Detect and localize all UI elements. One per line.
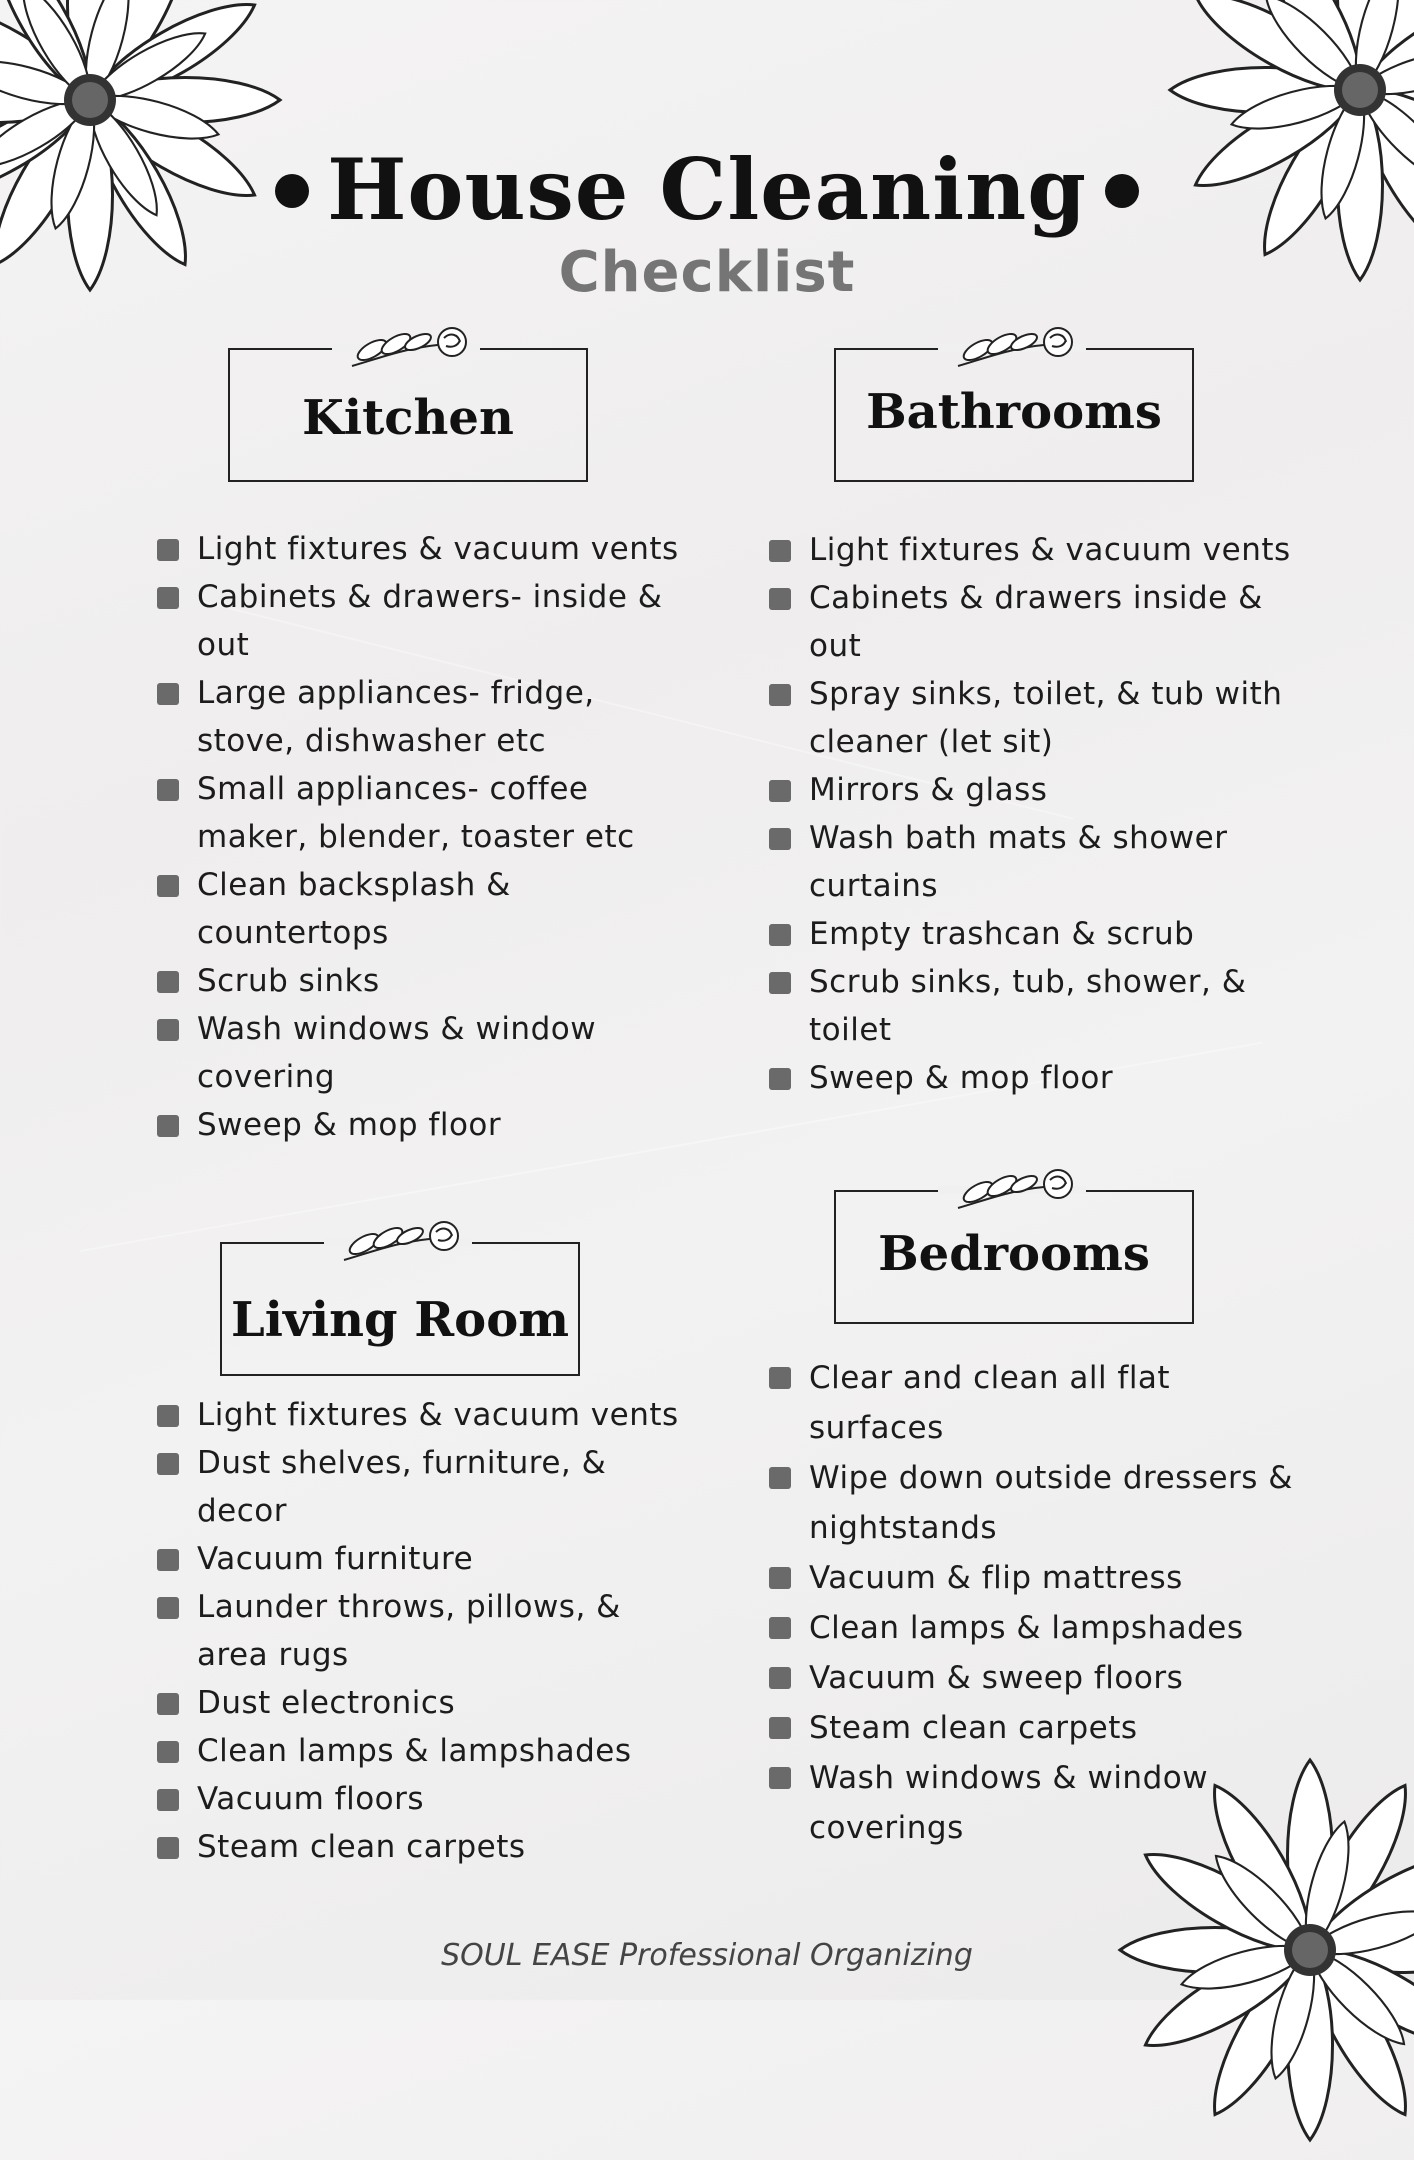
checklist-item — [155, 1775, 695, 1823]
checklist-item-text: Small appliances- coffee maker, blender, toaster etc — [197, 771, 635, 855]
checklist-item — [767, 670, 1307, 766]
checklist-item-text: Light fixtures & vacuum vents — [809, 532, 1291, 568]
checkbox-icon[interactable] — [769, 972, 791, 994]
checklist-item-text: Clean backsplash & countertops — [197, 867, 511, 951]
checklist-item-text: Large appliances- fridge, stove, dishwasher etc — [197, 675, 595, 759]
bathrooms-heading-frame — [834, 348, 1194, 482]
checkbox-icon[interactable] — [769, 588, 791, 610]
checklist-item-text: Spray sinks, toilet, & tub with cleaner (let sit) — [809, 676, 1283, 760]
checklist-item — [155, 1439, 695, 1535]
checklist-item-text: Scrub sinks, tub, shower, & toilet — [809, 964, 1247, 1048]
title-text: House Cleaning — [327, 140, 1087, 239]
checkbox-icon[interactable] — [769, 924, 791, 946]
checklist-item — [155, 669, 695, 765]
checkbox-icon[interactable] — [157, 683, 179, 705]
checklist-item — [767, 1653, 1307, 1703]
checkbox-icon[interactable] — [769, 540, 791, 562]
checklist-item — [767, 1753, 1307, 1853]
bathrooms-checklist — [767, 526, 1307, 1102]
checklist-item — [155, 1727, 695, 1775]
checklist-item-text: Wash windows & window coverings — [809, 1760, 1209, 1846]
checkbox-icon[interactable] — [769, 780, 791, 802]
bedrooms-heading-frame — [834, 1190, 1194, 1324]
checklist-item — [155, 1005, 695, 1101]
checkbox-icon[interactable] — [769, 1367, 791, 1389]
checkbox-icon[interactable] — [769, 1567, 791, 1589]
checkbox-icon[interactable] — [157, 1741, 179, 1763]
checklist-item — [767, 1603, 1307, 1653]
checklist-item-text: Sweep & mop floor — [197, 1107, 502, 1143]
checklist-item — [767, 1703, 1307, 1753]
checklist-item-text: Vacuum furniture — [197, 1541, 474, 1577]
section-heading: Living Room — [231, 1292, 569, 1348]
section-heading: Kitchen — [302, 390, 514, 446]
section-heading: Bedrooms — [878, 1226, 1150, 1282]
checklist-item — [767, 814, 1307, 910]
section-heading: Bathrooms — [866, 384, 1162, 440]
checklist-item-text: Vacuum & sweep floors — [809, 1660, 1184, 1696]
checkbox-icon[interactable] — [769, 1667, 791, 1689]
bedrooms-checklist — [767, 1353, 1307, 1853]
checklist-item — [155, 1535, 695, 1583]
page-title — [0, 140, 1414, 239]
checklist-item — [767, 1553, 1307, 1603]
kitchen-checklist — [155, 525, 695, 1149]
checklist-item-text: Light fixtures & vacuum vents — [197, 531, 679, 567]
checkbox-icon[interactable] — [769, 684, 791, 706]
living-room-checklist — [155, 1391, 695, 1871]
checklist-item-text: Clear and clean all flat surfaces — [809, 1360, 1171, 1446]
kitchen-heading-frame — [228, 348, 588, 482]
checklist-item — [155, 1101, 695, 1149]
checklist-item-text: Wipe down outside dressers & nightstands — [809, 1460, 1293, 1546]
checklist-item-text: Vacuum floors — [197, 1781, 425, 1817]
checklist-item-text: Steam clean carpets — [809, 1710, 1138, 1746]
checklist-item-text: Empty trashcan & scrub — [809, 916, 1195, 952]
checklist-item-text: Steam clean carpets — [197, 1829, 526, 1865]
bullet-dot-icon — [275, 174, 309, 208]
living-room-heading-frame — [220, 1242, 580, 1376]
rose-sprig-icon — [952, 322, 1076, 370]
checklist-item — [155, 957, 695, 1005]
checkbox-icon[interactable] — [157, 587, 179, 609]
checklist-item — [155, 1823, 695, 1871]
checklist-item-text: Launder throws, pillows, & area rugs — [197, 1589, 621, 1673]
checkbox-icon[interactable] — [157, 1837, 179, 1859]
bullet-dot-icon — [1105, 174, 1139, 208]
checkbox-icon[interactable] — [157, 875, 179, 897]
checkbox-icon[interactable] — [157, 1453, 179, 1475]
checklist-item-text: Cabinets & drawers inside & out — [809, 580, 1263, 664]
checklist-item — [767, 1054, 1307, 1102]
checklist-item — [155, 765, 695, 861]
checklist-item-text: Clean lamps & lampshades — [809, 1610, 1244, 1646]
checklist-item-text: Wash bath mats & shower curtains — [809, 820, 1228, 904]
checklist-item-text: Dust shelves, furniture, & decor — [197, 1445, 607, 1529]
checklist-item — [155, 525, 695, 573]
checklist-item-text: Wash windows & window covering — [197, 1011, 597, 1095]
checkbox-icon[interactable] — [157, 1405, 179, 1427]
checklist-item — [767, 958, 1307, 1054]
checklist-item-text: Sweep & mop floor — [809, 1060, 1114, 1096]
checklist-item — [155, 1391, 695, 1439]
checkbox-icon[interactable] — [157, 1597, 179, 1619]
checkbox-icon[interactable] — [157, 1549, 179, 1571]
rose-sprig-icon — [338, 1216, 462, 1264]
checkbox-icon[interactable] — [157, 539, 179, 561]
checklist-item — [767, 526, 1307, 574]
page-subtitle: Checklist — [558, 240, 856, 305]
checkbox-icon[interactable] — [769, 1068, 791, 1090]
checklist-item — [155, 573, 695, 669]
checklist-item — [155, 1583, 695, 1679]
checklist-item-text: Dust electronics — [197, 1685, 456, 1721]
checklist-item — [767, 766, 1307, 814]
checklist-item-text: Scrub sinks — [197, 963, 380, 999]
checkbox-icon[interactable] — [769, 1467, 791, 1489]
checklist-item-text: Cabinets & drawers- inside & out — [197, 579, 663, 663]
checkbox-icon[interactable] — [769, 1617, 791, 1639]
checklist-item-text: Clean lamps & lampshades — [197, 1733, 632, 1769]
rose-sprig-icon — [952, 1164, 1076, 1212]
checklist-item — [155, 861, 695, 957]
checklist-item — [767, 1453, 1307, 1553]
checklist-item — [155, 1679, 695, 1727]
checkbox-icon[interactable] — [157, 971, 179, 993]
checkbox-icon[interactable] — [157, 1115, 179, 1137]
checklist-item-text: Vacuum & flip mattress — [809, 1560, 1183, 1596]
checkbox-icon[interactable] — [769, 828, 791, 850]
checklist-item — [767, 910, 1307, 958]
checklist-item-text: Light fixtures & vacuum vents — [197, 1397, 679, 1433]
checkbox-icon[interactable] — [157, 1789, 179, 1811]
checkbox-icon[interactable] — [769, 1717, 791, 1739]
checkbox-icon[interactable] — [157, 779, 179, 801]
checklist-item — [767, 1353, 1307, 1453]
footer-credit: SOUL EASE Professional Organizing — [441, 1938, 973, 1973]
checklist-item — [767, 574, 1307, 670]
checklist-item-text: Mirrors & glass — [809, 772, 1048, 808]
rose-sprig-icon — [346, 322, 470, 370]
checkbox-icon[interactable] — [157, 1693, 179, 1715]
checkbox-icon[interactable] — [157, 1019, 179, 1041]
checkbox-icon[interactable] — [769, 1767, 791, 1789]
